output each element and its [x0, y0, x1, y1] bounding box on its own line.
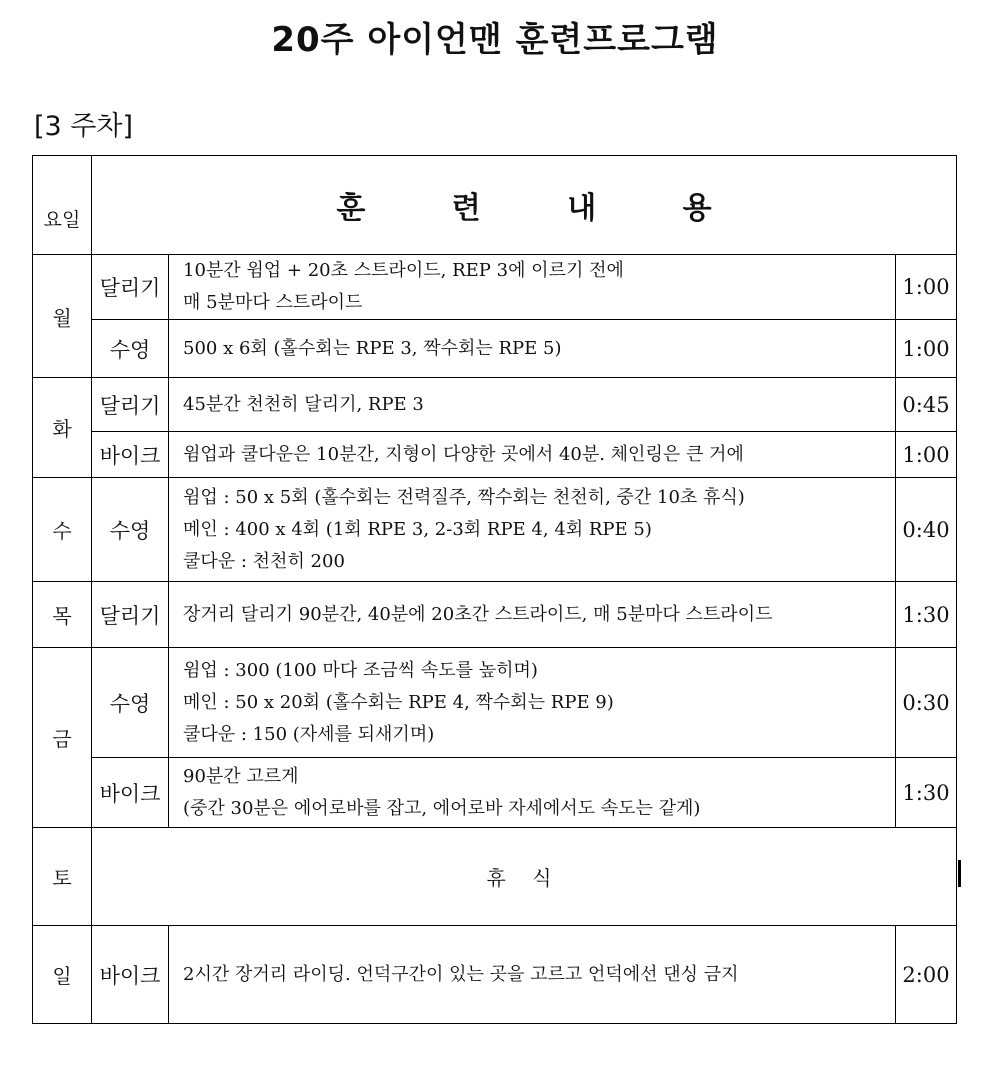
header-row [33, 156, 957, 255]
activity-cell: 달리기 [92, 255, 169, 320]
description-line: (중간 30분은 에어로바를 잡고, 에어로바 자세에서도 속도는 같게) [183, 797, 701, 819]
description-cell [169, 758, 896, 828]
day-fri: 금 [33, 648, 92, 828]
table-row [33, 432, 957, 478]
description-line: 메인 : 50 x 20회 (홀수회는 RPE 4, 짝수회는 RPE 9) [183, 691, 614, 713]
rest-cell: 휴 식 [92, 828, 957, 926]
description-line: 윔업 : 50 x 5회 (홀수회는 전력질주, 짝수회는 천천히, 중간 10초 휴식) [183, 486, 745, 508]
description-line: 45분간 천천히 달리기, RPE 3 [183, 393, 424, 415]
activity-cell: 수영 [92, 478, 169, 582]
description-line: 10분간 윔업 + 20초 스트라이드, REP 3에 이르기 전에 [183, 260, 624, 281]
description-cell [169, 378, 896, 432]
text-cursor [958, 860, 961, 887]
description-line: 90분간 고르게 [183, 765, 299, 787]
activity-cell: 달리기 [92, 378, 169, 432]
day-sat: 토 [33, 828, 92, 926]
table-row [33, 828, 957, 926]
description-cell [169, 648, 896, 758]
duration-cell: 1:30 [895, 758, 956, 828]
description-cell [169, 478, 896, 582]
description-cell [169, 926, 896, 1024]
training-schedule-table [32, 155, 957, 1024]
table-row [33, 478, 957, 582]
description-line: 쿨다운 : 천천히 200 [183, 550, 345, 572]
table-row [33, 926, 957, 1024]
table-row [33, 255, 957, 320]
description-line: 2시간 장거리 라이딩. 언덕구간이 있는 곳을 고르고 언덕에선 댄싱 금지 [183, 963, 739, 985]
description-line: 메인 : 400 x 4회 (1회 RPE 3, 2-3회 RPE 4, 4회 RPE 5) [183, 518, 652, 540]
description-line: 윔업 : 300 (100 마다 조금씩 속도를 높히며) [183, 659, 538, 681]
header-content: 훈 련 내 용 [92, 156, 957, 255]
activity-cell: 수영 [92, 320, 169, 378]
duration-cell: 1:00 [895, 320, 956, 378]
day-thu: 목 [33, 582, 92, 648]
table-row [33, 582, 957, 648]
activity-cell: 달리기 [92, 582, 169, 648]
day-wed: 수 [33, 478, 92, 582]
description-line: 매 5분마다 스트라이드 [183, 292, 363, 313]
description-line: 500 x 6회 (홀수회는 RPE 3, 짝수회는 RPE 5) [183, 337, 562, 359]
activity-cell: 바이크 [92, 432, 169, 478]
table-row [33, 648, 957, 758]
duration-cell: 1:00 [895, 255, 956, 320]
description-cell [169, 582, 896, 648]
activity-cell: 수영 [92, 648, 169, 758]
header-day: 요일 [33, 156, 92, 255]
duration-cell: 2:00 [895, 926, 956, 1024]
description-cell [169, 320, 896, 378]
description-line: 쿨다운 : 150 (자세를 되새기며) [183, 723, 435, 745]
day-tue: 화 [33, 378, 92, 478]
duration-cell: 1:00 [895, 432, 956, 478]
description-cell [169, 255, 896, 320]
week-label: [3 주차] [34, 111, 133, 142]
document-title: 20주 아이언맨 훈련프로그램 [271, 20, 719, 60]
day-sun: 일 [33, 926, 92, 1024]
activity-cell: 바이크 [92, 758, 169, 828]
duration-cell: 0:40 [895, 478, 956, 582]
table-row [33, 320, 957, 378]
description-line: 윔업과 쿨다운은 10분간, 지형이 다양한 곳에서 40분. 체인링은 큰 거에 [183, 443, 744, 465]
table-row [33, 378, 957, 432]
duration-cell: 0:45 [895, 378, 956, 432]
table-row [33, 758, 957, 828]
duration-cell: 0:30 [895, 648, 956, 758]
description-line: 장거리 달리기 90분간, 40분에 20초간 스트라이드, 매 5분마다 스트라이드 [183, 603, 773, 625]
description-cell [169, 432, 896, 478]
activity-cell: 바이크 [92, 926, 169, 1024]
duration-cell: 1:30 [895, 582, 956, 648]
day-mon: 월 [33, 255, 92, 378]
